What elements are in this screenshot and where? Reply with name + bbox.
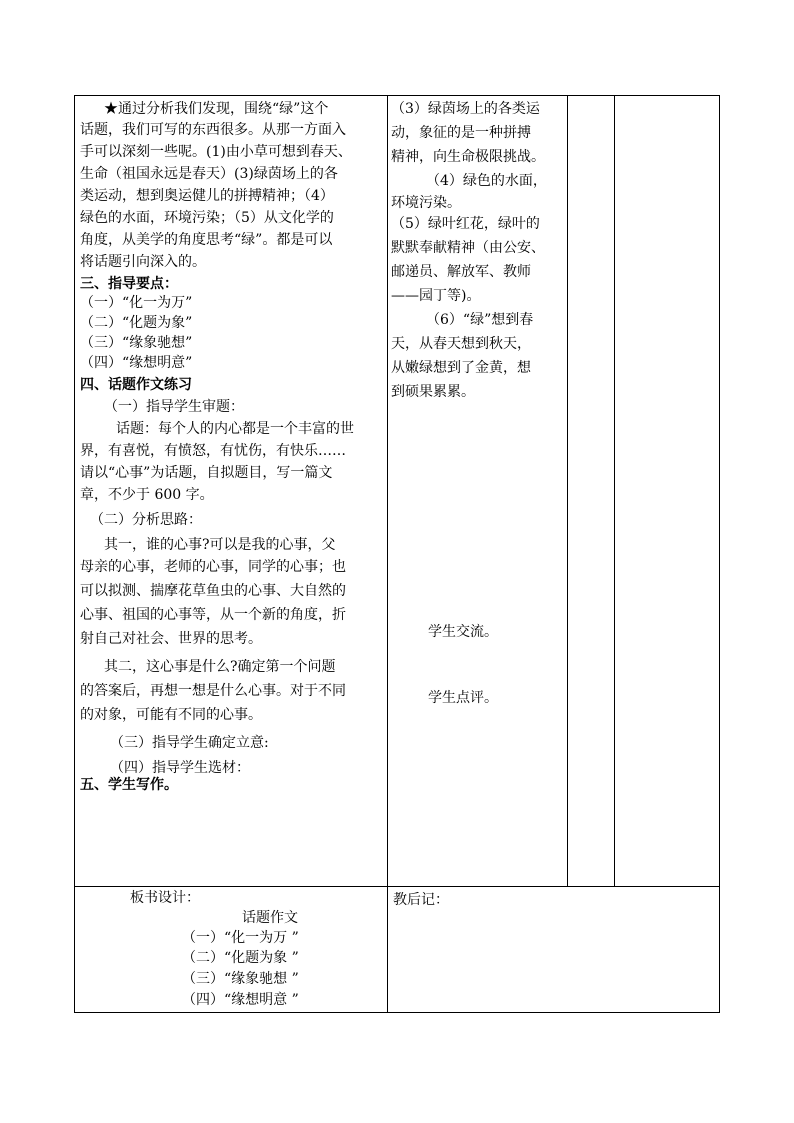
paragraph-line: 生命（祖国永远是春天）(3)绿茵场上的各 xyxy=(80,166,338,182)
paragraph-line: 的对象，可能有不同的心事。 xyxy=(80,707,262,723)
board-item: （二）“化题为象 ” xyxy=(182,950,299,966)
student-exchange-text: 学生交流。 xyxy=(428,624,498,640)
subheading: （二）分析思路： xyxy=(90,512,202,528)
paragraph-line: 的答案后，再想一想是什么心事。对于不同 xyxy=(80,683,346,699)
paragraph-line: 母亲的心事，老师的心事，同学的心事；也 xyxy=(80,559,346,575)
note-line: 环境污染。 xyxy=(391,195,461,211)
section-4-title: 四、话题作文练习 xyxy=(80,377,192,393)
paragraph-line: 请以“心事”为话题，自拟题目，写一篇文 xyxy=(80,465,333,481)
board-item: （一）“化一为万 ” xyxy=(182,930,299,946)
paragraph-line: 其一，谁的心事?可以是我的心事，父 xyxy=(104,537,336,553)
paragraph-line: 射自己对社会、世界的思考。 xyxy=(80,631,262,647)
note-line: 精神，向生命极限挑战。 xyxy=(391,149,545,165)
paragraph-line: 将话题引向深入的。 xyxy=(80,254,206,270)
paragraph-line: ★通过分析我们发现，围绕“绿”这个 xyxy=(104,101,329,117)
paragraph-line: 界，有喜悦，有愤怒，有忧伤，有快乐…… xyxy=(80,443,346,459)
point-item: （三）“缘象驰想” xyxy=(80,335,193,351)
paragraph-line: 角度，从美学的角度思考“绿”。都是可以 xyxy=(80,232,333,248)
student-comment-text: 学生点评。 xyxy=(428,690,498,706)
paragraph-line: 心事、祖国的心事等，从一个新的角度，折 xyxy=(80,607,346,623)
note-line: （4）绿色的水面， xyxy=(426,173,547,189)
section-3-title: 三、指导要点： xyxy=(80,276,178,292)
note-line: 默默奉献精神（由公安、 xyxy=(391,240,545,256)
subheading: （四）指导学生选材： xyxy=(110,760,250,776)
paragraph-line: 章，不少于 600 字。 xyxy=(80,487,214,503)
point-item: （二）“化题为象” xyxy=(80,315,193,331)
subheading: （三）指导学生确定立意: xyxy=(110,735,269,751)
note-line: 到硕果累累。 xyxy=(391,384,475,400)
section-5-title: 五、学生写作。 xyxy=(80,777,178,793)
board-item: （四）“缘想明意 ” xyxy=(182,992,299,1008)
paragraph-line: 可以拟测、揣摩花草鱼虫的心事、大自然的 xyxy=(80,583,346,599)
note-line: 天，从春天想到秋天， xyxy=(391,336,531,352)
after-class-label: 教后记： xyxy=(393,892,449,908)
note-line: （3）绿茵场上的各类运 xyxy=(391,101,540,117)
note-line: ——园丁等)。 xyxy=(391,288,481,304)
board-title: 话题作文 xyxy=(242,910,298,926)
point-item: （四）“缘想明意” xyxy=(80,355,193,371)
paragraph-line: 话题：每个人的内心都是一个丰富的世 xyxy=(116,421,354,437)
paragraph-line: 类运动，想到奥运健儿的拼搏精神；（4） xyxy=(80,188,334,204)
board-item: （三）“缘象驰想 ” xyxy=(182,971,299,987)
paragraph-line: 绿色的水面，环境污染；（5）从文化学的 xyxy=(80,210,334,226)
paragraph-line: 话题，我们可写的东西很多。从那一方面入 xyxy=(80,122,346,138)
note-line: 动，象征的是一种拼搏 xyxy=(391,125,531,141)
subheading: （一）指导学生审题： xyxy=(104,399,244,415)
note-line: 从嫩绿想到了金黄，想 xyxy=(391,360,531,376)
paragraph-line: 手可以深刻一些呢。(1)由小草可想到春天、 xyxy=(80,144,352,160)
point-item: （一）“化一为万” xyxy=(80,295,193,311)
note-line: （6）“绿”想到春 xyxy=(426,312,534,328)
note-line: 邮递员、解放军、教师 xyxy=(391,264,531,280)
note-line: （5）绿叶红花，绿叶的 xyxy=(391,216,540,232)
board-design-label: 板书设计： xyxy=(130,890,200,906)
paragraph-line: 其二，这心事是什么?确定第一个问题 xyxy=(104,659,336,675)
